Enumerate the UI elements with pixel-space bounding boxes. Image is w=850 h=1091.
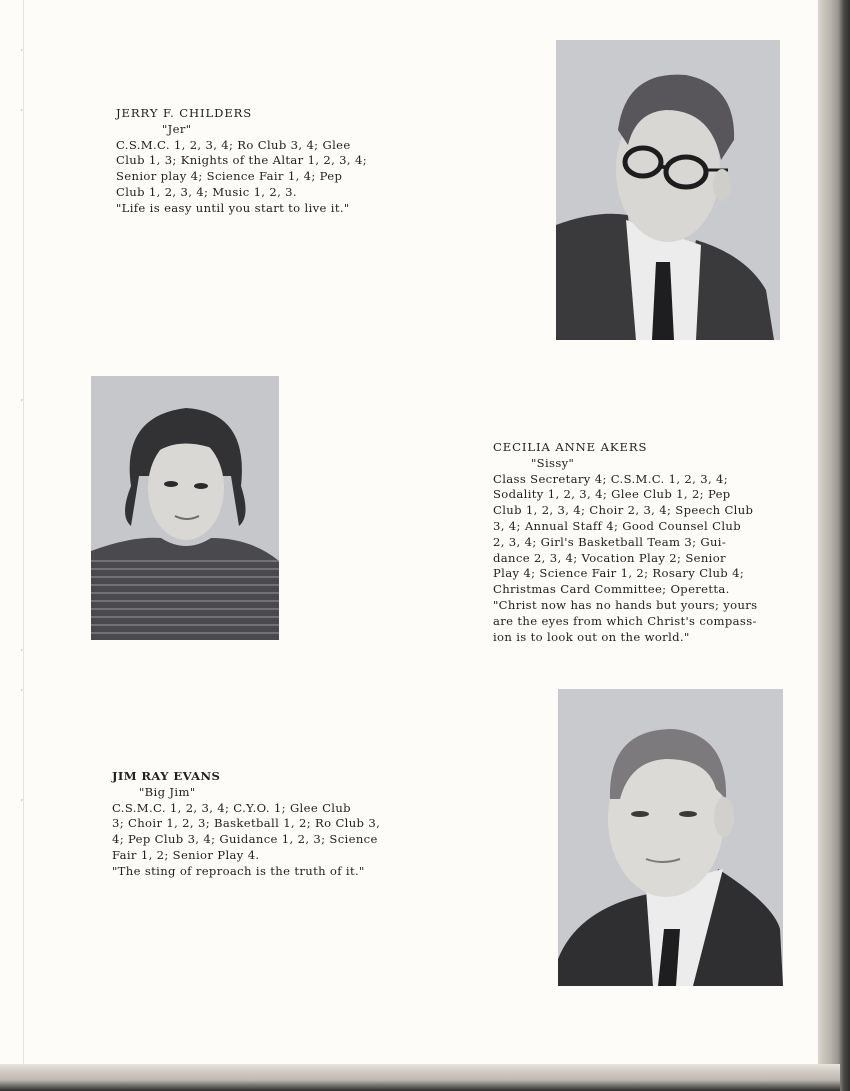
page-edge-right xyxy=(818,0,850,1091)
senior-quote: "Christ now has no hands but yours; yours are the eyes from which Christ's compass- ion is to look out on the world." xyxy=(493,597,758,644)
binding-mark: ʼ xyxy=(20,649,23,659)
senior-nickname: "Sissy" xyxy=(531,455,575,470)
senior-photo xyxy=(556,40,780,340)
senior-photo xyxy=(558,689,783,986)
binding-line xyxy=(23,0,24,1064)
senior-entry xyxy=(116,106,367,217)
senior-quote: "The sting of reproach is the truth of it." xyxy=(112,863,365,878)
portrait-boy-glasses-image xyxy=(556,40,780,340)
senior-name: CECILIA ANNE AKERS xyxy=(493,440,648,454)
portrait-girl-image xyxy=(91,376,279,640)
portrait-boy-image xyxy=(558,689,783,986)
page-edge-bottom xyxy=(0,1064,840,1091)
binding-mark: ʼ xyxy=(20,689,23,699)
senior-nickname: "Jer" xyxy=(162,121,192,136)
senior-photo xyxy=(91,376,279,640)
binding-mark: ʼ xyxy=(20,399,23,409)
binding-mark: ʼ xyxy=(20,109,23,119)
senior-activities: Class Secretary 4; C.S.M.C. 1, 2, 3, 4; Sodality 1, 2, 3, 4; Glee Club 1, 2; Pep Club 1, 2, 3, 4; Choir 2, 3, 4; Speech Club 3, 4; Annual Staff 4; Good Counsel Club 2, 3, 4; Girl's Basketball Team 3; Gui- dance 2, 3, 4; Vocation Play 2; Senior Play 4; Science Fair 1, 2; Rosary Club 4; Christmas Card Committee; Operetta. xyxy=(493,471,754,597)
senior-name: JIM RAY EVANS xyxy=(112,769,221,783)
senior-entry xyxy=(493,440,757,645)
senior-quote: "Life is easy until you start to live it." xyxy=(116,200,350,215)
senior-activities: C.S.M.C. 1, 2, 3, 4; Ro Club 3, 4; Glee Club 1, 3; Knights of the Altar 1, 2, 3, 4; Senior play 4; Science Fair 1, 4; Pep Club 1, 2, 3, 4; Music 1, 2, 3. xyxy=(116,137,367,199)
binding-mark: ʼ xyxy=(20,49,23,59)
senior-activities: C.S.M.C. 1, 2, 3, 4; C.Y.O. 1; Glee Club 3; Choir 1, 2, 3; Basketball 1, 2; Ro Club 3, 4; Pep Club 3, 4; Guidance 1, 2, 3; Science Fair 1, 2; Senior Play 4. xyxy=(112,800,381,862)
senior-entry xyxy=(112,769,380,880)
senior-nickname: "Big Jim" xyxy=(139,784,196,799)
senior-name: JERRY F. CHILDERS xyxy=(116,106,253,120)
binding-mark: ʼ xyxy=(20,799,23,809)
